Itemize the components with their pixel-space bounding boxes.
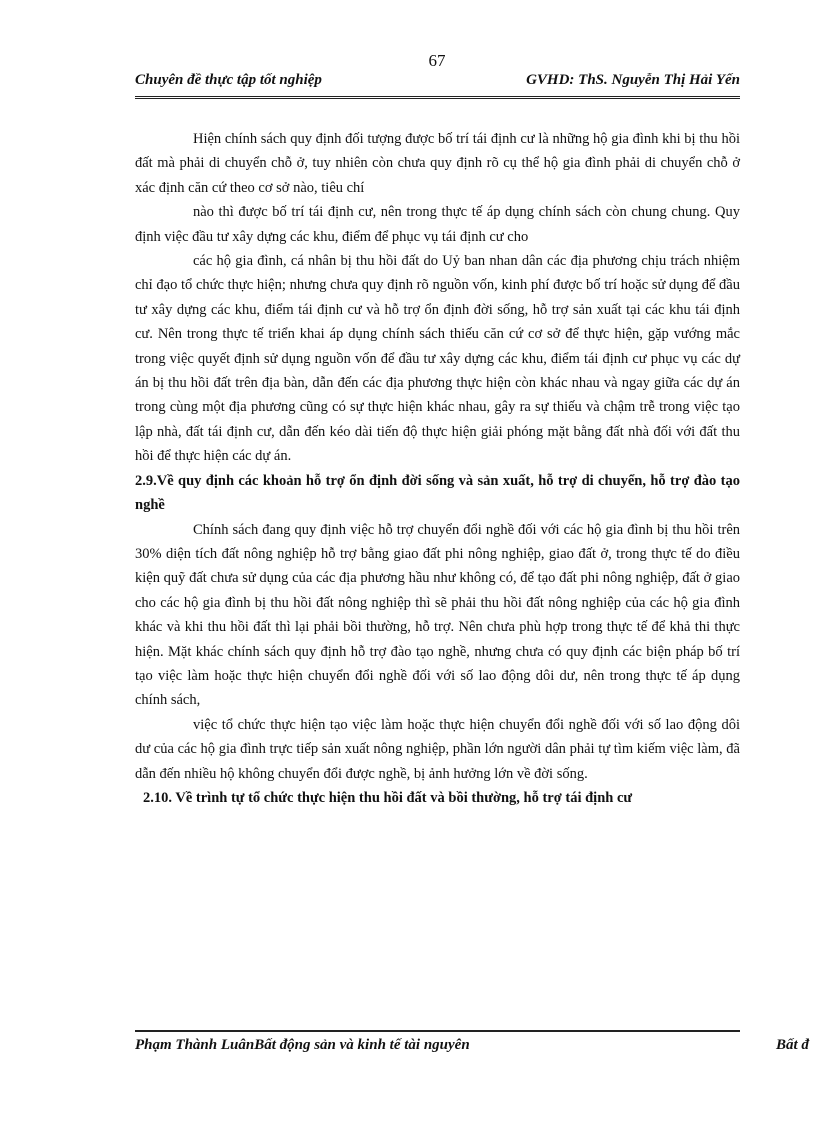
section-heading-2-10: 2.10. Về trình tự tổ chức thực hiện thu hồi đất và bồi thường, hỗ trợ tái định cư bbox=[143, 789, 633, 806]
paragraph: Chính sách đang quy định việc hỗ trợ chuyển đổi nghề đối với các hộ gia đình bị thu hồi trên 30% diện tích đất nông nghiệp hỗ trợ bằng giao đất phi nông nghiệp, giao đất ở, trong thực tế do điều kiện quỹ đất chưa sử dụng của các địa phương hầu như không có, để tạo đất phi nông nghiệp, đất ở giao cho các hộ gia đình bị thu hồi đất nông nghiệp thì sẽ phải thu hồi đất nông nghiệp của các hộ gia đình khác và khi thu hồi đất thì lại phải bồi thường, hỗ trợ. Nên chưa phù hợp trong thực tế để khả thi thực hiện. Mặt khác chính sách quy định hỗ trợ đào tạo nghề, nhưng chưa có quy định các biện pháp bố trí tạo việc làm hoặc thực hiện chuyển đổi nghề đối với số lao động dôi dư, nên trong thực tế áp dụng chính sách, bbox=[135, 521, 740, 709]
page-number: 67 bbox=[428, 51, 446, 70]
paragraph: việc tổ chức thực hiện tạo việc làm hoặc thực hiện chuyển đổi nghề đối với số lao động dôi dư của các hộ gia đình trực tiếp sản xuất nông nghiệp, phần lớn người dân phải tự tìm kiếm việc làm, đã dẫn đến nhiều hộ không chuyển đổi được nghề, bị ảnh hưởng lớn về đời sống. bbox=[135, 716, 740, 782]
header-left-title: Chuyên đề thực tập tốt nghiệp bbox=[135, 72, 322, 88]
paragraph: nào thì được bố trí tái định cư, nên trong thực tế áp dụng chính sách còn chung chung. Quy định việc đầu tư xây dựng các khu, điểm để phục vụ tái định cư cho bbox=[135, 204, 740, 245]
page-header bbox=[135, 72, 740, 99]
header-right-advisor: GVHD: ThS. Nguyễn Thị Hải Yến bbox=[526, 72, 740, 88]
document-body bbox=[135, 127, 740, 810]
paragraph: Hiện chính sách quy định đối tượng được bố trí tái định cư là những hộ gia đình khi bị thu hồi đất mà phải di chuyển chỗ ở, tuy nhiên còn chưa quy định rõ cụ thể hộ gia đình phải di chuyển chỗ ở xác định căn cứ theo cơ sở nào, tiêu chí bbox=[135, 131, 740, 196]
footer-divider bbox=[135, 1030, 740, 1032]
footer-right-text: Bất đ bbox=[776, 1037, 809, 1053]
footer-author: Phạm Thành LuânBất động sản và kinh tế tài nguyên bbox=[135, 1037, 470, 1053]
section-heading-2-9: 2.9.Về quy định các khoản hỗ trợ ổn định đời sống và sản xuất, hỗ trợ di chuyển, hỗ trợ đào tạo nghề bbox=[135, 472, 740, 514]
paragraph: các hộ gia đình, cá nhân bị thu hồi đất do Uỷ ban nhan dân các địa phương chịu trách nhiệm chỉ đạo tổ chức thực hiện; nhưng chưa quy định rõ nguồn vốn, kinh phí được bố trí hoặc sử dụng để đầu tư xây dựng các khu, điểm tái định cư và hỗ trợ ổn định đời sống, hỗ trợ sản xuất tại các khu tái định cư. Nên trong thực tế triển khai áp dụng chính sách thiếu căn cứ cơ sở để thực hiện, gặp vướng mắc trong việc quyết định sử dụng nguồn vốn để đầu tư xây dựng các khu, điểm tái định cư phục vụ các dự án bị thu hồi đất trên địa bàn, dẫn đến các địa phương thực hiện còn khác nhau và ngay giữa các dự án trong cùng một địa phương cũng có sự thực hiện khác nhau, gây ra sự thiếu và chậm trễ trong việc tạo lập nhà, đất tái định cư, dẫn đến kéo dài tiến độ thực hiện giải phóng mặt bằng đất nhà đối với đất thu hồi để thực hiện các dự án. bbox=[135, 253, 740, 465]
